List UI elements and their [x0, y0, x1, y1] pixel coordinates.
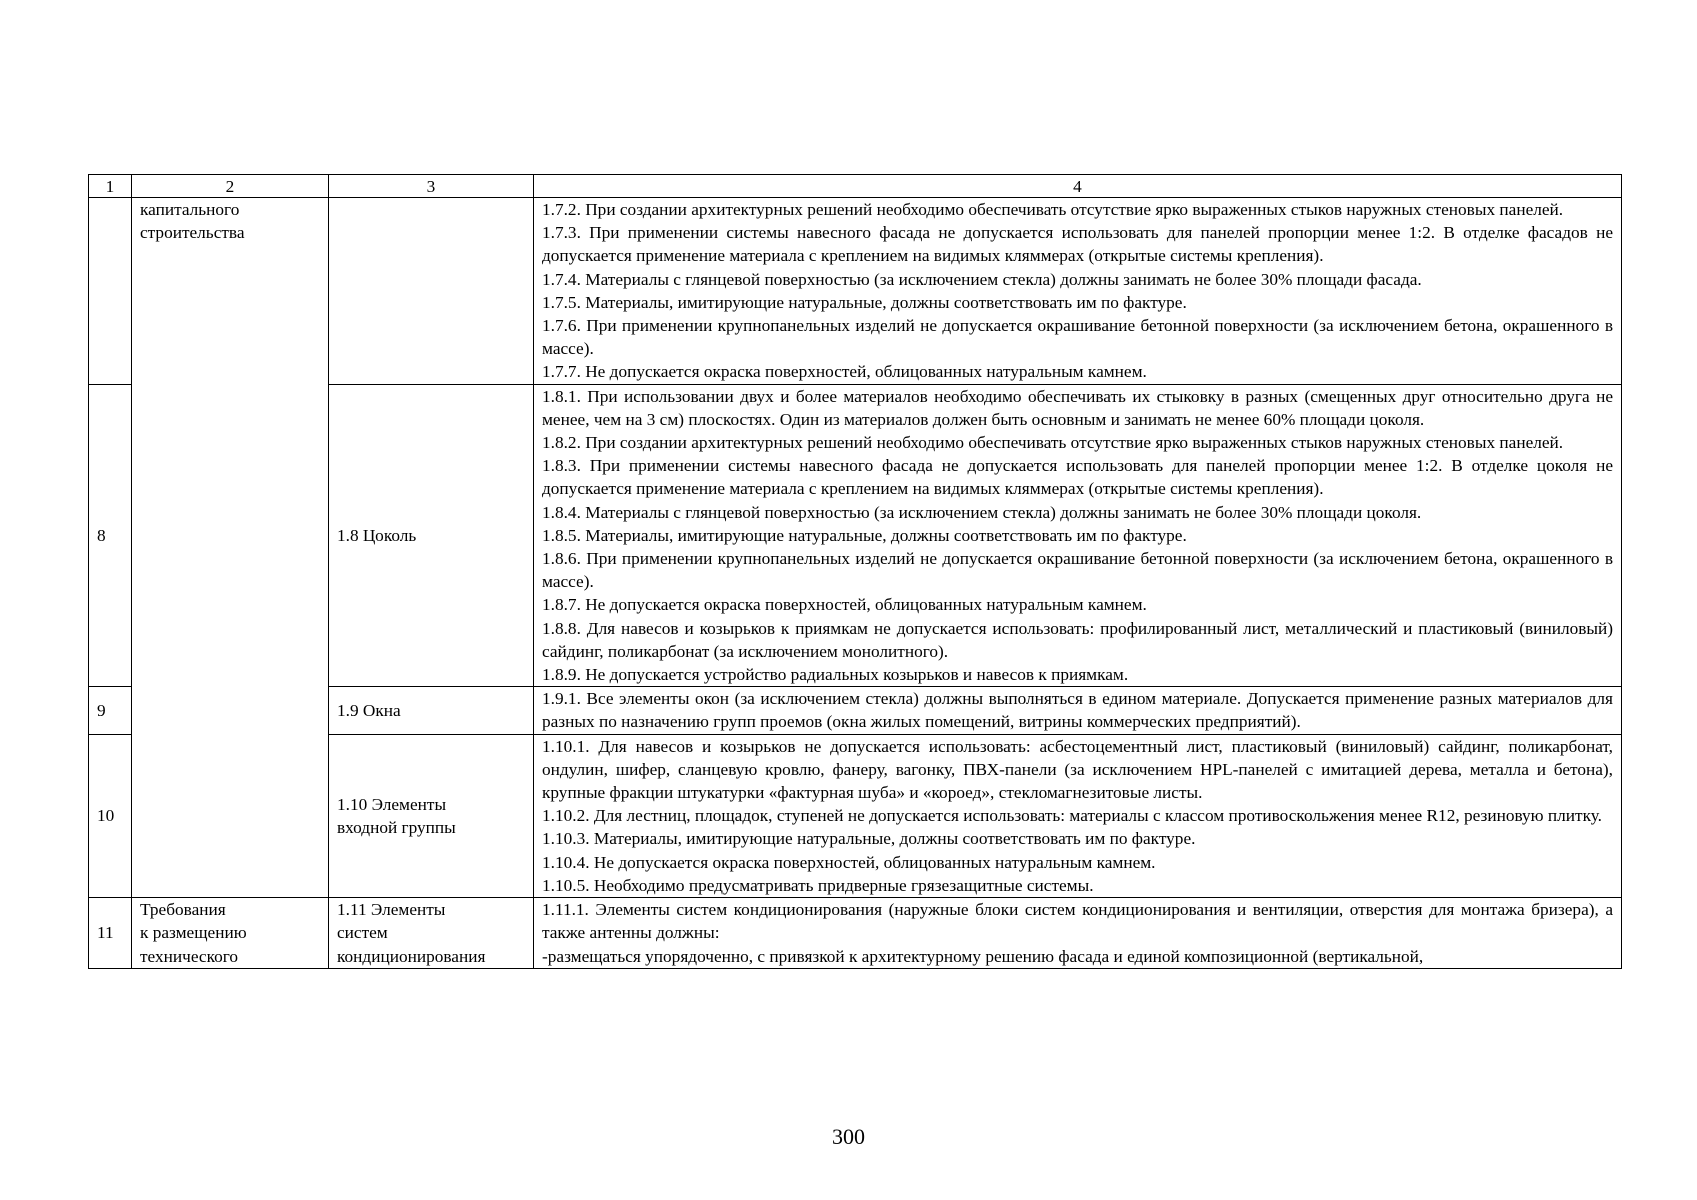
- page-number: 300: [832, 1124, 865, 1149]
- requirement-item: 1.8.2. При создании архитектурных решений необходимо обеспечивать отсутствие ярко выраженных стыков наружных стеновых панелей.: [542, 433, 1564, 453]
- element-line: систем: [337, 923, 388, 943]
- requirement-item: 1.8.8. Для навесов и козырьков к приямкам не допускается использовать: профилированный лист, металлический и пластиковый (виниловый) сайдинг, поликарбонат (за исключением монолитного).: [542, 618, 1613, 661]
- requirement-item: 1.8.5. Материалы, имитирующие натуральные, должны соответствовать им по фактуре.: [542, 525, 1187, 545]
- row-number-cell: 10: [89, 734, 132, 897]
- requirement-item: 1.8.7. Не допускается окраска поверхностей, облицованных натуральным камнем.: [542, 595, 1147, 615]
- element-line: 1.10 Элементы: [337, 794, 447, 814]
- element-cell: [329, 898, 534, 969]
- table-row: [89, 198, 1622, 385]
- requirements-cell: [534, 198, 1622, 385]
- header-cell: 3: [329, 175, 534, 198]
- requirement-item: 1.7.4. Материалы с глянцевой поверхностью (за исключением стекла) должны занимать не более 30% площади фасада.: [542, 269, 1422, 289]
- header-row: [89, 175, 1622, 198]
- requirement-item: 1.11.1. Элементы систем кондиционирования (наружные блоки систем кондиционирования и вентиляции, отверстия для монтажа бризера), а также антенны должны:: [542, 900, 1613, 943]
- regulations-table: [88, 174, 1622, 969]
- section-line: технического: [140, 946, 239, 966]
- requirement-item: 1.9.1. Все элементы окон (за исключением стекла) должны выполняться в едином материале. Допускается применение разных материалов для разных по назначению групп проемов (окна жилых помещений, витрины коммерческих предприятий).: [542, 689, 1613, 732]
- section-line: капитального: [140, 200, 240, 219]
- requirement-item: 1.7.5. Материалы, имитирующие натуральные, должны соответствовать им по фактуре.: [542, 292, 1187, 312]
- element-cell: 1.9 Окна: [329, 687, 534, 734]
- element-cell: [329, 198, 534, 385]
- table-row: [89, 898, 1622, 969]
- section-line: Требования: [140, 900, 226, 920]
- requirement-item: 1.7.2. При создании архитектурных решений необходимо обеспечивать отсутствие ярко выраженных стыков наружных стеновых панелей.: [542, 200, 1564, 219]
- requirement-item: 1.10.3. Материалы, имитирующие натуральные, должны соответствовать им по фактуре.: [542, 829, 1196, 849]
- requirement-item: 1.10.4. Не допускается окраска поверхностей, облицованных натуральным камнем.: [542, 852, 1156, 872]
- element-cell: 1.8 Цоколь: [329, 384, 534, 687]
- requirement-item: 1.8.4. Материалы с глянцевой поверхностью (за исключением стекла) должны занимать не более 30% площади цоколя.: [542, 502, 1422, 522]
- requirement-item: 1.8.6. При применении крупнопанельных изделий не допускается окрашивание бетонной поверхности (за исключением бетона, окрашенного в массе).: [542, 549, 1613, 592]
- requirements-cell: [534, 898, 1622, 969]
- requirement-item: 1.7.3. При применении системы навесного фасада не допускается использовать для панелей пропорции менее 1:2. В отделке фасадов не допускается применение материала с креплением на видимых кляммерах (открытые системы крепления).: [542, 223, 1613, 266]
- element-cell: [329, 734, 534, 897]
- element-line: кондиционирования: [337, 946, 486, 966]
- header-cell: 2: [132, 175, 329, 198]
- row-number-cell: 11: [89, 898, 132, 969]
- row-number-cell: 9: [89, 687, 132, 734]
- requirement-item: -размещаться упорядоченно, с привязкой к архитектурному решению фасада и единой композиционной (вертикальной,: [542, 946, 1424, 966]
- element-line: входной группы: [337, 817, 456, 837]
- requirement-item: 1.10.1. Для навесов и козырьков не допускается использовать: асбестоцементный лист, пластиковый (виниловый) сайдинг, поликарбонат, ондулин, шифер, сланцевую кровлю, фанеру, вагонку, ПВХ-панели (за исключением HPL-панелей с имитацией дерева, металла и бетона), крупные фракции штукатурки «фактурная шуба» и «короед», стекломагнезитовые листы.: [542, 736, 1613, 803]
- header-cell: 1: [89, 175, 132, 198]
- requirement-item: 1.7.6. При применении крупнопанельных изделий не допускается окрашивание бетонной поверхности (за исключением бетона, окрашенного в массе).: [542, 316, 1613, 359]
- row-number-cell: [89, 198, 132, 385]
- requirement-item: 1.7.7. Не допускается окраска поверхностей, облицованных натуральным камнем.: [542, 362, 1147, 382]
- section-cell: [132, 898, 329, 969]
- section-cell: [132, 198, 329, 898]
- section-line: к размещению: [140, 923, 247, 943]
- requirements-cell: [534, 384, 1622, 687]
- row-number-cell: 8: [89, 384, 132, 687]
- section-line: строительства: [140, 223, 245, 243]
- requirement-item: 1.8.1. При использовании двух и более материалов необходимо обеспечивать их стыковку в разных (смещенных друг относительно друга не менее, чем на 3 см) плоскостях. Один из материалов должен быть основным и занимать не менее 60% площади цоколя.: [542, 386, 1613, 429]
- requirement-item: 1.10.2. Для лестниц, площадок, ступеней не допускается использовать: материалы с классом противоскольжения менее R12, резиновую плитку.: [542, 806, 1602, 826]
- requirement-item: 1.8.3. При применении системы навесного фасада не допускается использовать для панелей пропорции менее 1:2. В отделке цоколя не допускается применение материала с креплением на видимых кляммерах (открытые системы крепления).: [542, 456, 1613, 499]
- requirements-cell: [534, 734, 1622, 897]
- header-cell: 4: [534, 175, 1622, 198]
- element-line: 1.11 Элементы: [337, 900, 446, 920]
- requirement-item: 1.8.9. Не допускается устройство радиальных козырьков и навесов к приямкам.: [542, 665, 1129, 685]
- requirement-item: 1.10.5. Необходимо предусматривать придверные грязезащитные системы.: [542, 875, 1094, 895]
- requirements-cell: [534, 687, 1622, 734]
